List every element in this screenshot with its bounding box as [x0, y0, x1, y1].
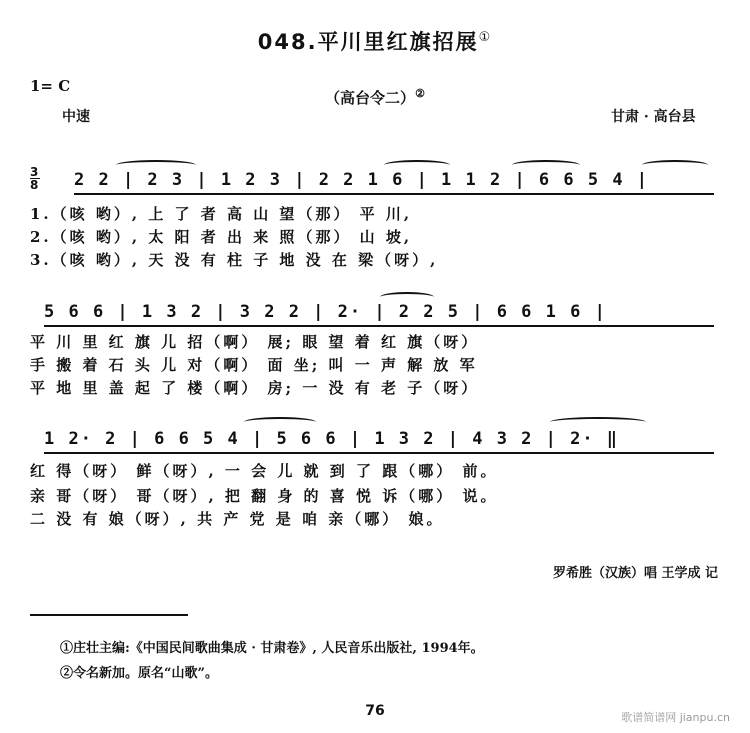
notation-line-2: 5 6 6 | 1 3 2 | 3 2 2 | 2· | 2 2 5 | 6 6 1 6 | — [44, 302, 607, 322]
time-signature-bottom: 8 — [30, 178, 41, 192]
notation-line-1: 2 2 | 2 3 | 1 2 3 | 2 2 1 6 | 1 1 2 | 6 6 5 4 | — [74, 170, 650, 190]
song-subtitle-text: （高台令二） — [325, 89, 416, 107]
time-signature-top: 3 — [30, 165, 41, 179]
footnote-1: ①庄壮主编:《中国民间歌曲集成 · 甘肃卷》, 人民音乐出版社, 1994年。 — [60, 641, 484, 656]
page-number: 76 — [365, 703, 385, 719]
beam-line — [74, 193, 714, 195]
lyric-line-1-1: 1.（咳 哟）, 上 了 者 高 山 望（那） 平 川, — [30, 205, 413, 223]
score-system-3 — [30, 425, 720, 453]
title-footnote-mark: ① — [478, 30, 493, 45]
time-signature — [30, 166, 40, 191]
lyric-line-2-1: 平 川 里 红 旗 儿 招（啊） 展; 眼 望 着 红 旗（呀） — [30, 333, 480, 351]
tempo-marking: 中速 — [62, 109, 90, 125]
lyric-line-1-3: 3.（咳 哟）, 天 没 有 柱 子 地 没 在 梁（呀）, — [30, 251, 439, 269]
lyric-line-3-3: 二 没 有 娘（呀）, 共 产 党 是 咱 亲（哪） 娘。 — [30, 510, 445, 528]
footnote-2: ②令名新加。原名“山歌”。 — [60, 666, 218, 681]
score-system-1 — [30, 166, 720, 194]
lyric-line-2-2: 手 搬 着 石 头 儿 对（啊） 面 坐; 叫 一 声 解 放 军 — [30, 356, 478, 374]
key-signature: 1= C — [30, 77, 71, 95]
notation-line-3: 1 2· 2 | 6 6 5 4 | 5 6 6 | 1 3 2 | 4 3 2 | 2· ‖ — [44, 429, 620, 449]
slur-mark — [116, 160, 196, 170]
slur-mark — [244, 417, 316, 427]
lyric-line-3-2: 亲 哥（呀） 哥（呀）, 把 翻 身 的 喜 悦 诉（哪） 说。 — [30, 487, 499, 505]
slur-mark — [642, 160, 708, 170]
slur-mark — [380, 292, 434, 302]
song-origin: 甘肃 · 高台县 — [611, 109, 696, 125]
footnote-divider — [30, 614, 188, 616]
song-title-text: 048.平川里红旗招展 — [257, 30, 479, 54]
lyric-line-2-3: 平 地 里 盖 起 了 楼（啊） 房; 一 没 有 老 子（呀） — [30, 379, 480, 397]
slur-mark — [512, 160, 580, 170]
performer-credit: 罗希胜（汉族）唱 王学成 记 — [552, 566, 718, 581]
slur-mark — [550, 417, 646, 427]
watermark: 歌谱简谱网 jianpu.cn — [621, 711, 730, 724]
beam-line — [44, 452, 714, 454]
slur-mark — [384, 160, 450, 170]
subtitle-footnote-mark: ② — [415, 87, 425, 100]
lyric-line-1-2: 2.（咳 哟）, 太 阳 者 出 来 照（那） 山 坡, — [30, 228, 413, 246]
score-system-2 — [30, 298, 720, 326]
song-subtitle — [0, 87, 750, 108]
song-title — [0, 26, 750, 56]
beam-line — [44, 325, 714, 327]
lyric-line-3-1: 红 得（呀） 鲜（呀）, 一 会 儿 就 到 了 跟（哪） 前。 — [30, 462, 499, 480]
